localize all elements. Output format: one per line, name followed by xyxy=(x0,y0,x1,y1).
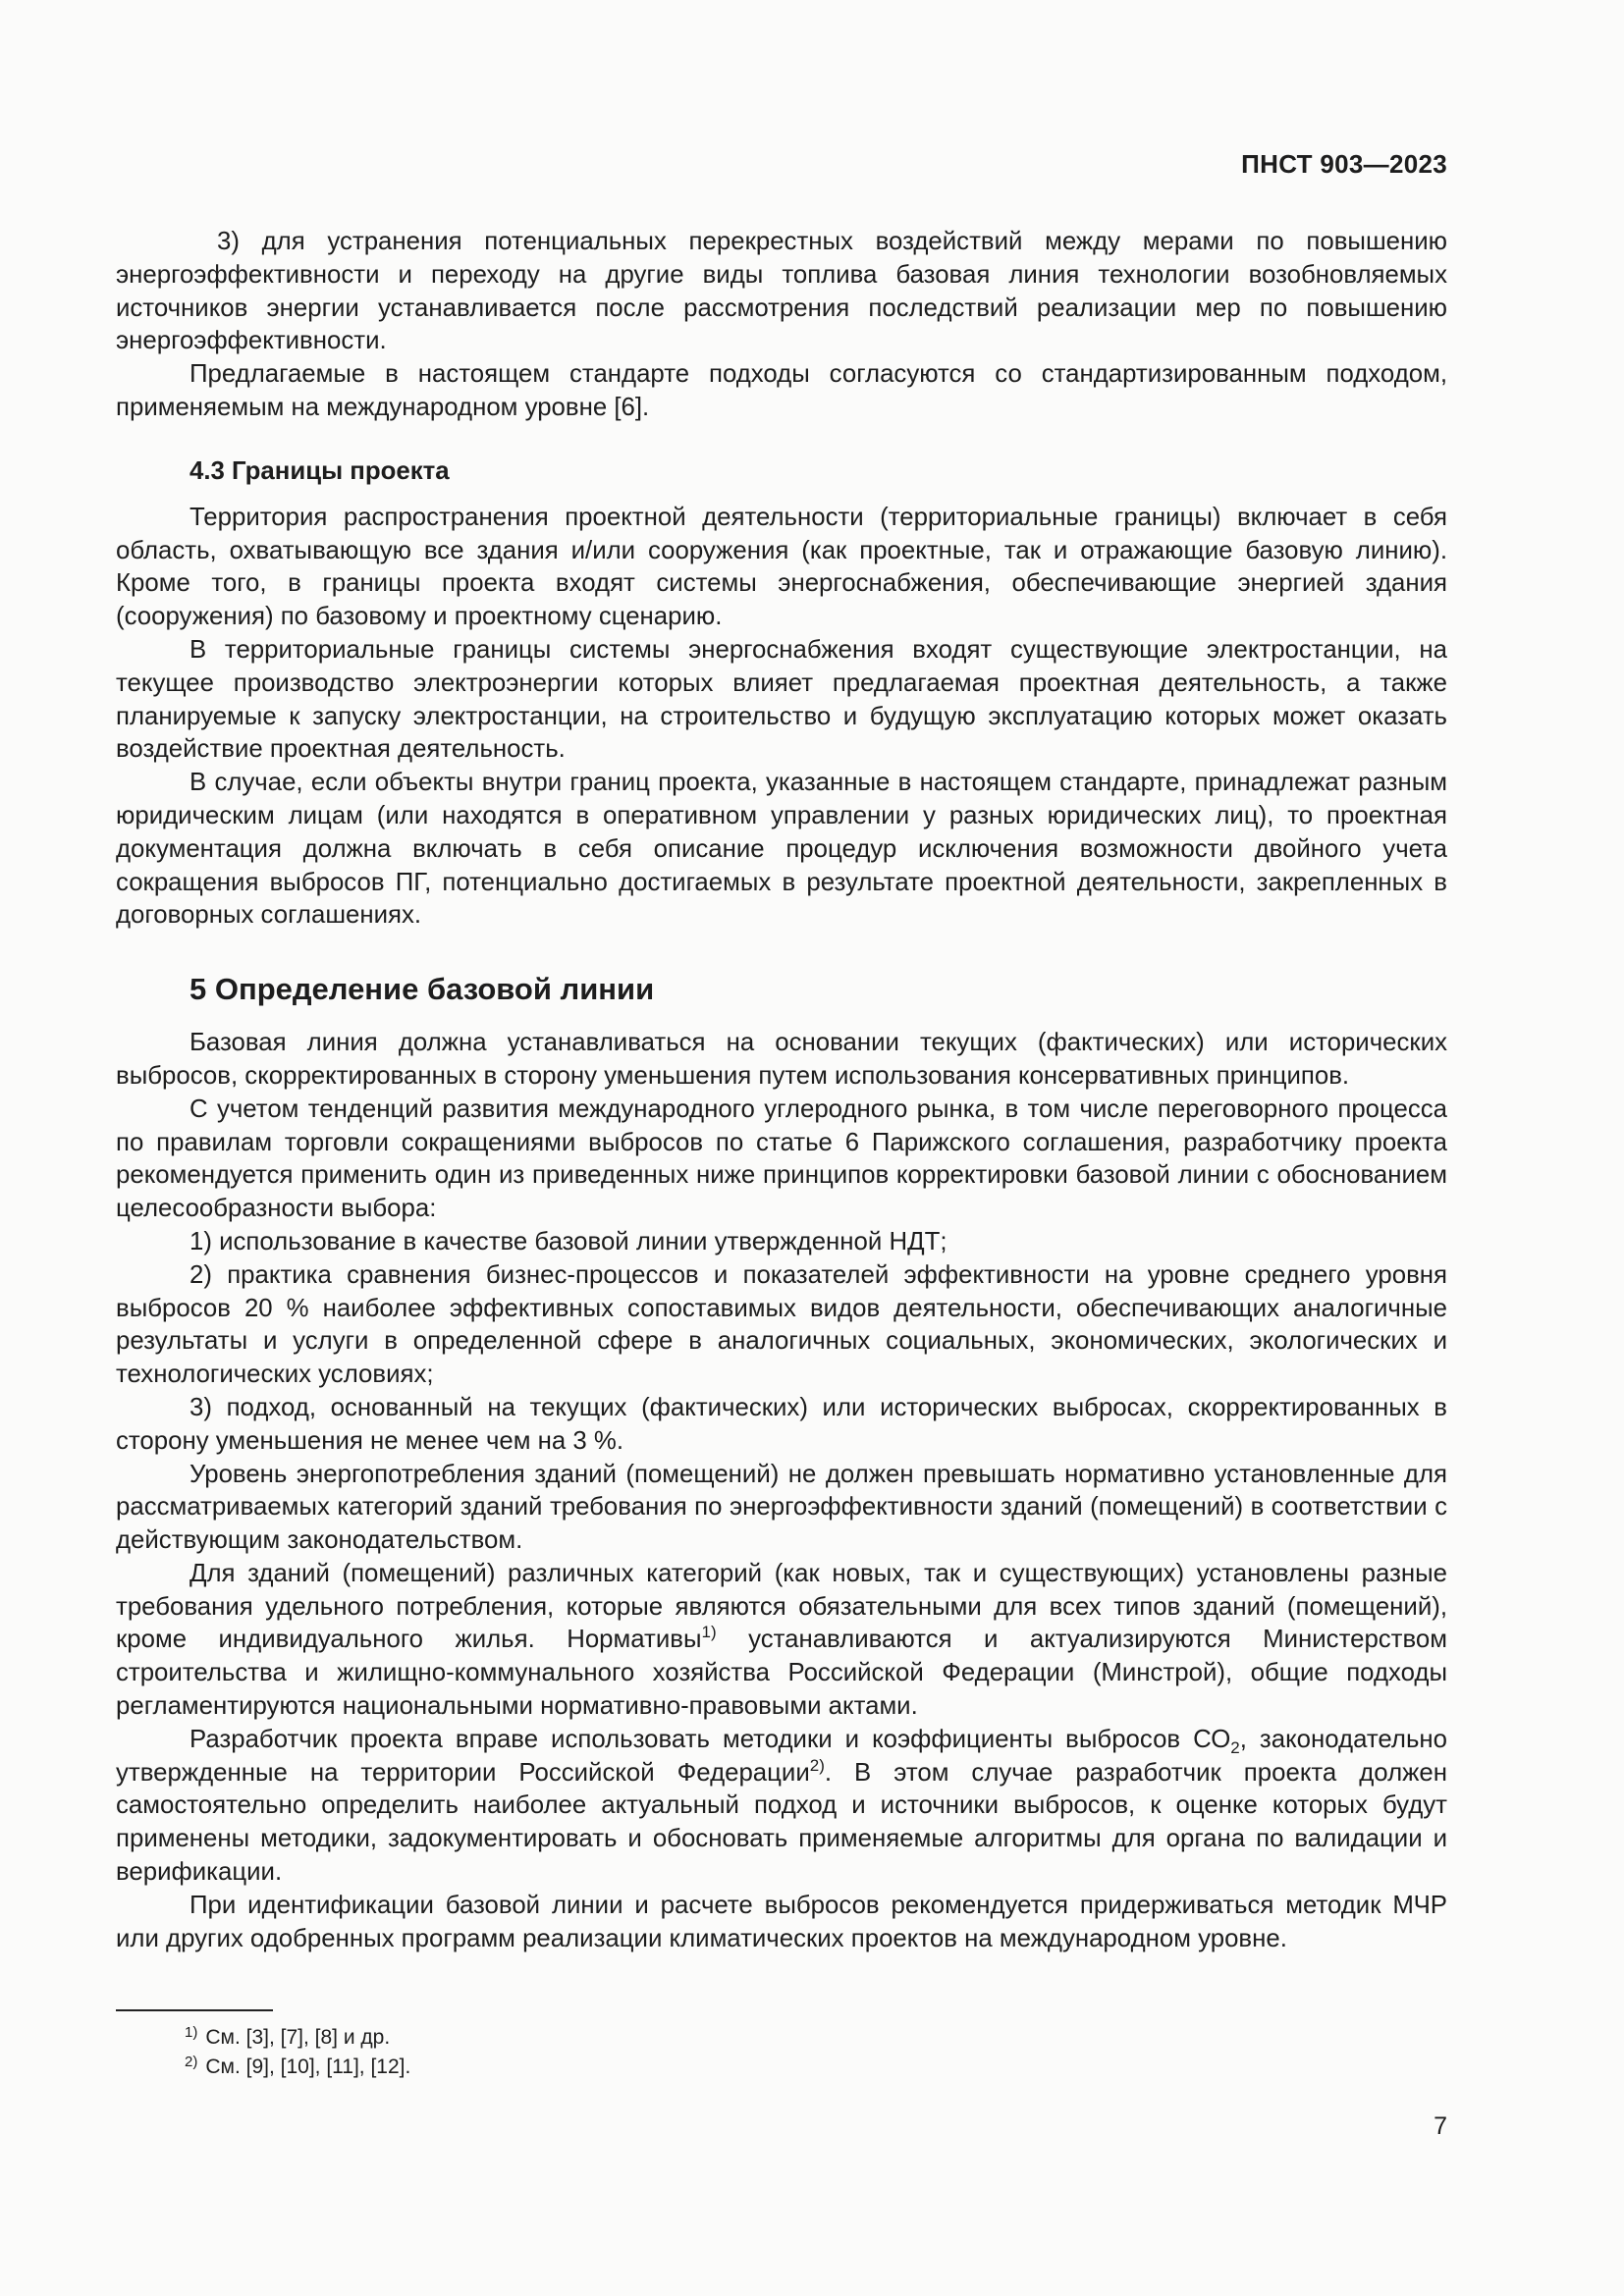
paragraph-carbon-market: С учетом тенденций развития международного углеродного рынка, в том числе переговорного процесса по правилам торговли сокращениями выбросов по статье 6 Парижского соглашения, разработчику проекта рекомендуется применить один из приведенных ниже принципов корректировки базовой линии с обоснованием целесообразности выбора: xyxy=(116,1095,1447,1223)
section-5-title: 5 Определение базовой линии xyxy=(189,972,655,1007)
co2-text-part3: . В этом случае разработчик проекта должен самостоятельно определить наиболее актуальный подход и источники выбросов, к оценке которых будут применены методики, задокументировать и обосновать применяемые алгоритмы для органа по валидации и верификации. xyxy=(116,1758,1447,1887)
co2-subscript: 2 xyxy=(1230,1737,1240,1757)
norms-text-before: Для зданий (помещений) различных категорий (как новых, так и существующих) установлены разные требования удельного потребления, которые являются обязательными для всех типов зданий (помещений), кроме индивидуального жилья. Нормативы xyxy=(116,1559,1447,1654)
list-item-3-energy-efficiency: 3) для устранения потенциальных перекрестных воздействий между мерами по повышению энергоэффективности и переходу на другие виды топлива базовая линия технологии возобновляемых источников энергии устанавливается после рассмотрения последствий реализации мер по повышению энергоэффективности. xyxy=(116,228,1447,355)
paragraph-methodologies: При идентификации базовой линии и расчете выбросов рекомендуется придерживаться методик МЧР или других одобренных программ реализации климатических проектов на международном уровне. xyxy=(116,1891,1447,1952)
footnote-text-2: См. [9], [10], [11], [12]. xyxy=(205,2056,411,2078)
paragraph-legal-entities: В случае, если объекты внутри границ проекта, указанные в настоящем стандарте, принадлежат разным юридическим лицам (или находятся в оперативном управлении у разных юридических лиц), то проектная документация должна включать в себя описание процедур исключения возможности двойного учета сокращения выбросов ПГ, потенциально достигаемых в результате проектной деятельности, закрепленных в договорных соглашениях. xyxy=(116,769,1447,930)
footnote-1 xyxy=(116,2023,803,2053)
footnote-2 xyxy=(116,2053,803,2082)
paragraph-building-norms xyxy=(116,1558,1447,1724)
paragraph-baseline-basis: Базовая линия должна устанавливаться на основании текущих (фактических) или исторических выбросов, скорректированных в сторону уменьшения путем использования консервативных принципов. xyxy=(116,1029,1447,1090)
footnote-ref-1[interactable]: 1) xyxy=(701,1623,717,1642)
footnote-text-1: См. [3], [7], [8] и др. xyxy=(205,2026,391,2049)
footnote-ref-2[interactable]: 2) xyxy=(809,1755,825,1775)
norms-text-after: устанавливаются и актуализируются Министерством строительства и жилищно-коммунального хозяйства Российской Федерации (Минстрой), общие подходы регламентируются национальными нормативно-правовыми актами. xyxy=(116,1626,1447,1721)
list-item-1-ndt: 1) использование в качестве базовой линии утвержденной НДТ; xyxy=(189,1227,947,1255)
paragraph-co2-methods xyxy=(116,1724,1447,1890)
document-code-header: ПНСТ 903—2023 xyxy=(1241,149,1447,179)
co2-text-part2: , законодательно утвержденные на территории Российской Федерации xyxy=(116,1725,1447,1787)
footnote-mark-2: 2) xyxy=(185,2054,198,2070)
footnote-mark-1: 1) xyxy=(185,2024,198,2041)
footnote-divider xyxy=(116,2009,273,2011)
co2-text-part1: Разработчик проекта вправе использовать методики и коэффициенты выбросов СО xyxy=(189,1725,1231,1753)
list-item-3-adjusted: 3) подход, основанный на текущих (фактических) или исторических выбросах, скорректированных в сторону уменьшения не менее чем на 3 %. xyxy=(116,1393,1447,1455)
paragraph-energy-consumption: Уровень энергопотребления зданий (помещений) не должен превышать нормативно установленные для рассматриваемых категорий зданий требования по энергоэффективности зданий (помещений) в соответствии с действующим законодательством. xyxy=(116,1460,1447,1555)
paragraph-territory: Территория распространения проектной деятельности (территориальные границы) включает в себя область, охватывающую все здания и/или сооружения (как проектные, так и отражающие базовую линию). Кроме того, в границы проекта входят системы энергоснабжения, обеспечивающие энергией здания (сооружения) по базовому и проектному сценарию. xyxy=(116,503,1447,631)
paragraph-energy-boundaries: В территориальные границы системы энергоснабжения входят существующие электростанции, на текущее производство электроэнергии которых влияет предлагаемая проектная деятельность, а также планируемые к запуску электростанции, на строительство и будущую эксплуатацию которых может оказать воздействие проектная деятельность. xyxy=(116,635,1447,764)
paragraph-approaches: Предлагаемые в настоящем стандарте подходы согласуются со стандартизированным подходом, применяемым на международном уровне [6]. xyxy=(116,360,1447,421)
footnotes xyxy=(116,2009,803,2082)
section-4-3-title: 4.3 Границы проекта xyxy=(189,456,450,485)
page-content xyxy=(116,226,1447,1955)
list-item-2-benchmark: 2) практика сравнения бизнес-процессов и показателей эффективности на уровне среднего уровня выбросов 20 % наиболее эффективных сопоставимых видов деятельности, обеспечивающих аналогичные результаты и услуги в определенной сфере в аналогичных социальных, экономических, экологических и технологических условиях; xyxy=(116,1260,1447,1389)
page-number: 7 xyxy=(1434,2112,1447,2140)
